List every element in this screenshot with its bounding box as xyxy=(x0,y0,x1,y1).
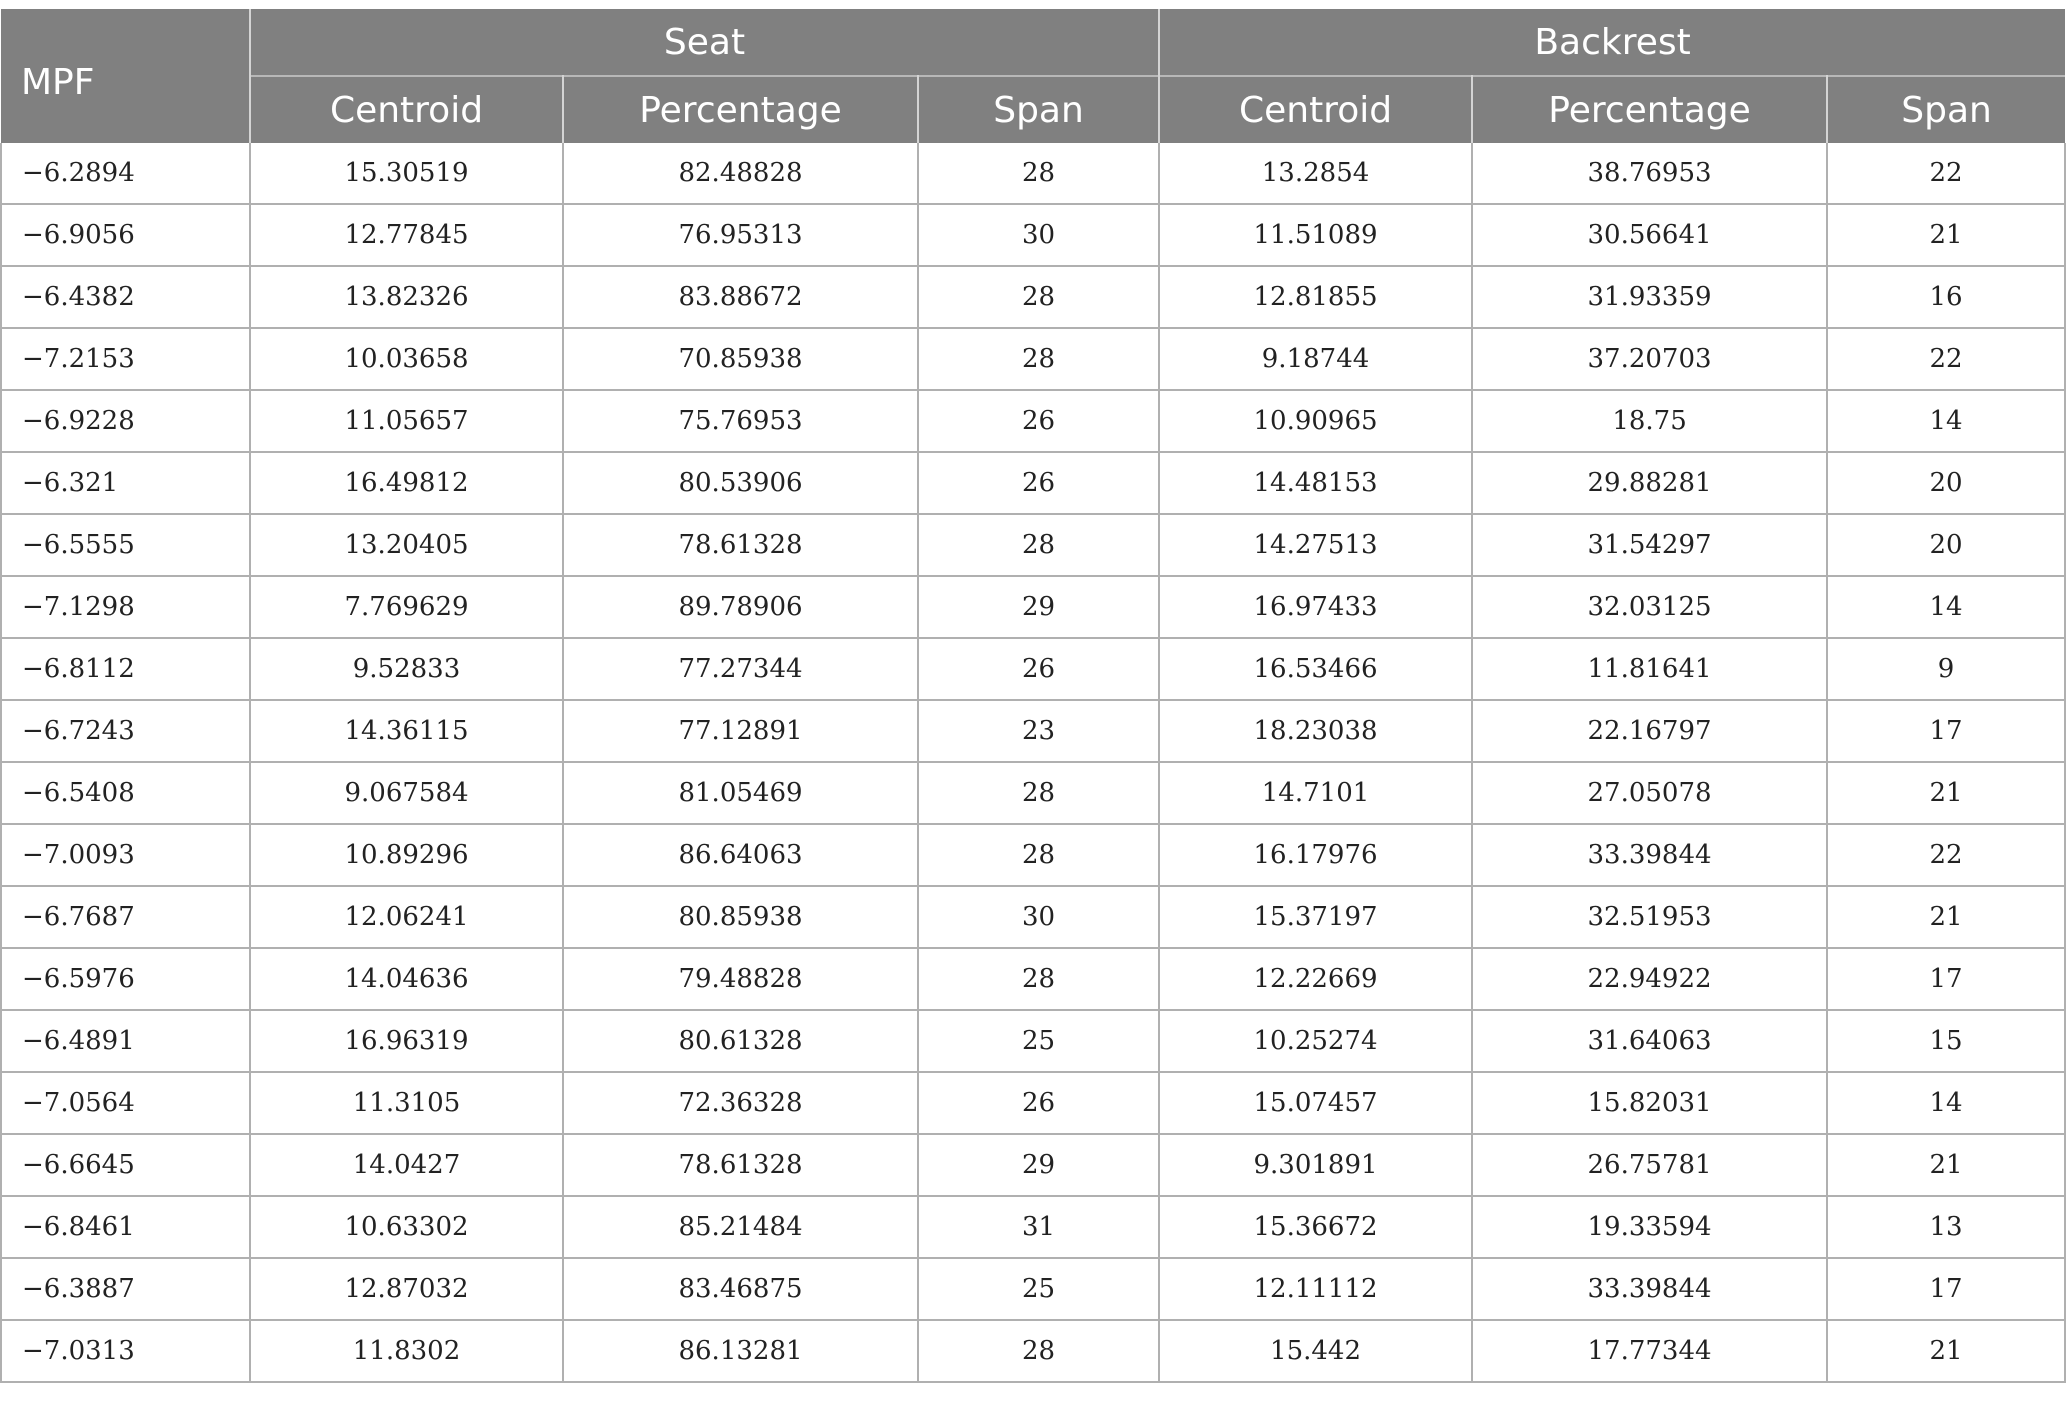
table-row xyxy=(1,390,2065,452)
cell-seat-centroid: 11.8302 xyxy=(250,1320,563,1382)
cell-backrest-percentage: 18.75 xyxy=(1472,390,1827,452)
cell-seat-percentage: 75.76953 xyxy=(563,390,918,452)
cell-backrest-percentage: 33.39844 xyxy=(1472,824,1827,886)
header-row-groups xyxy=(1,9,2065,76)
table-row xyxy=(1,1320,2065,1382)
cell-backrest-percentage: 29.88281 xyxy=(1472,452,1827,514)
cell-seat-span: 26 xyxy=(918,1072,1159,1134)
cell-seat-span: 31 xyxy=(918,1196,1159,1258)
cell-backrest-percentage: 27.05078 xyxy=(1472,762,1827,824)
cell-backrest-percentage: 31.93359 xyxy=(1472,266,1827,328)
cell-seat-centroid: 14.04636 xyxy=(250,948,563,1010)
cell-seat-span: 29 xyxy=(918,576,1159,638)
cell-backrest-centroid: 14.7101 xyxy=(1159,762,1472,824)
cell-seat-span: 28 xyxy=(918,948,1159,1010)
cell-seat-span: 29 xyxy=(918,1134,1159,1196)
cell-seat-percentage: 83.88672 xyxy=(563,266,918,328)
cell-backrest-span: 17 xyxy=(1827,948,2065,1010)
cell-seat-percentage: 81.05469 xyxy=(563,762,918,824)
cell-backrest-span: 21 xyxy=(1827,1134,2065,1196)
cell-backrest-centroid: 14.27513 xyxy=(1159,514,1472,576)
cell-backrest-percentage: 30.56641 xyxy=(1472,204,1827,266)
header-group-backrest: Backrest xyxy=(1159,9,2065,76)
cell-seat-percentage: 85.21484 xyxy=(563,1196,918,1258)
cell-seat-percentage: 82.48828 xyxy=(563,143,918,204)
cell-backrest-span: 16 xyxy=(1827,266,2065,328)
cell-backrest-span: 21 xyxy=(1827,204,2065,266)
cell-mpf: −6.9228 xyxy=(1,390,250,452)
cell-mpf: −6.8112 xyxy=(1,638,250,700)
cell-backrest-percentage: 31.54297 xyxy=(1472,514,1827,576)
cell-backrest-span: 14 xyxy=(1827,576,2065,638)
header-backrest-percentage: Percentage xyxy=(1472,76,1827,143)
header-group-seat: Seat xyxy=(250,9,1159,76)
cell-backrest-centroid: 9.18744 xyxy=(1159,328,1472,390)
cell-seat-percentage: 80.53906 xyxy=(563,452,918,514)
data-table xyxy=(0,9,2066,1383)
cell-backrest-span: 21 xyxy=(1827,762,2065,824)
table-row xyxy=(1,1196,2065,1258)
table-row xyxy=(1,638,2065,700)
cell-backrest-span: 20 xyxy=(1827,452,2065,514)
header-backrest-span: Span xyxy=(1827,76,2065,143)
cell-backrest-centroid: 16.53466 xyxy=(1159,638,1472,700)
cell-seat-centroid: 9.067584 xyxy=(250,762,563,824)
table-row xyxy=(1,204,2065,266)
table-row xyxy=(1,514,2065,576)
cell-backrest-percentage: 22.16797 xyxy=(1472,700,1827,762)
cell-seat-centroid: 15.30519 xyxy=(250,143,563,204)
table-body xyxy=(1,143,2065,1382)
cell-seat-centroid: 13.20405 xyxy=(250,514,563,576)
cell-seat-span: 28 xyxy=(918,143,1159,204)
cell-backrest-span: 21 xyxy=(1827,1320,2065,1382)
cell-backrest-centroid: 16.97433 xyxy=(1159,576,1472,638)
cell-mpf: −6.321 xyxy=(1,452,250,514)
cell-seat-centroid: 14.36115 xyxy=(250,700,563,762)
table-row xyxy=(1,328,2065,390)
cell-backrest-centroid: 9.301891 xyxy=(1159,1134,1472,1196)
cell-mpf: −6.5976 xyxy=(1,948,250,1010)
cell-seat-percentage: 79.48828 xyxy=(563,948,918,1010)
cell-mpf: −7.2153 xyxy=(1,328,250,390)
cell-seat-centroid: 10.63302 xyxy=(250,1196,563,1258)
table-row xyxy=(1,824,2065,886)
cell-backrest-span: 21 xyxy=(1827,886,2065,948)
cell-seat-span: 26 xyxy=(918,390,1159,452)
cell-backrest-percentage: 19.33594 xyxy=(1472,1196,1827,1258)
cell-seat-span: 30 xyxy=(918,886,1159,948)
cell-seat-span: 28 xyxy=(918,824,1159,886)
cell-backrest-span: 14 xyxy=(1827,1072,2065,1134)
table-row xyxy=(1,886,2065,948)
table-row xyxy=(1,948,2065,1010)
cell-seat-span: 28 xyxy=(918,266,1159,328)
cell-seat-centroid: 12.77845 xyxy=(250,204,563,266)
cell-seat-percentage: 77.12891 xyxy=(563,700,918,762)
table-row xyxy=(1,700,2065,762)
cell-backrest-span: 9 xyxy=(1827,638,2065,700)
cell-seat-span: 28 xyxy=(918,328,1159,390)
cell-backrest-centroid: 15.07457 xyxy=(1159,1072,1472,1134)
cell-seat-centroid: 7.769629 xyxy=(250,576,563,638)
cell-backrest-span: 14 xyxy=(1827,390,2065,452)
cell-backrest-centroid: 12.22669 xyxy=(1159,948,1472,1010)
cell-seat-percentage: 80.61328 xyxy=(563,1010,918,1072)
table-row xyxy=(1,1010,2065,1072)
cell-backrest-percentage: 32.51953 xyxy=(1472,886,1827,948)
cell-backrest-percentage: 37.20703 xyxy=(1472,328,1827,390)
table-row xyxy=(1,452,2065,514)
cell-backrest-span: 20 xyxy=(1827,514,2065,576)
cell-seat-percentage: 78.61328 xyxy=(563,1134,918,1196)
cell-backrest-span: 17 xyxy=(1827,700,2065,762)
cell-seat-percentage: 72.36328 xyxy=(563,1072,918,1134)
cell-seat-percentage: 76.95313 xyxy=(563,204,918,266)
header-seat-percentage: Percentage xyxy=(563,76,918,143)
cell-seat-percentage: 70.85938 xyxy=(563,328,918,390)
cell-seat-span: 28 xyxy=(918,1320,1159,1382)
cell-mpf: −7.1298 xyxy=(1,576,250,638)
cell-seat-percentage: 86.13281 xyxy=(563,1320,918,1382)
cell-mpf: −7.0564 xyxy=(1,1072,250,1134)
cell-backrest-percentage: 15.82031 xyxy=(1472,1072,1827,1134)
cell-backrest-centroid: 14.48153 xyxy=(1159,452,1472,514)
cell-backrest-centroid: 11.51089 xyxy=(1159,204,1472,266)
cell-seat-centroid: 12.06241 xyxy=(250,886,563,948)
cell-seat-span: 30 xyxy=(918,204,1159,266)
cell-backrest-span: 22 xyxy=(1827,824,2065,886)
cell-mpf: −6.2894 xyxy=(1,143,250,204)
cell-mpf: −6.4382 xyxy=(1,266,250,328)
cell-seat-centroid: 13.82326 xyxy=(250,266,563,328)
cell-seat-centroid: 10.03658 xyxy=(250,328,563,390)
cell-backrest-centroid: 12.11112 xyxy=(1159,1258,1472,1320)
cell-mpf: −6.3887 xyxy=(1,1258,250,1320)
cell-mpf: −6.6645 xyxy=(1,1134,250,1196)
cell-mpf: −7.0093 xyxy=(1,824,250,886)
cell-seat-percentage: 86.64063 xyxy=(563,824,918,886)
cell-seat-percentage: 78.61328 xyxy=(563,514,918,576)
cell-backrest-centroid: 18.23038 xyxy=(1159,700,1472,762)
cell-backrest-centroid: 10.25274 xyxy=(1159,1010,1472,1072)
cell-backrest-span: 15 xyxy=(1827,1010,2065,1072)
cell-seat-centroid: 16.49812 xyxy=(250,452,563,514)
cell-mpf: −6.8461 xyxy=(1,1196,250,1258)
cell-seat-span: 25 xyxy=(918,1010,1159,1072)
cell-mpf: −6.5555 xyxy=(1,514,250,576)
cell-seat-centroid: 14.0427 xyxy=(250,1134,563,1196)
cell-backrest-percentage: 31.64063 xyxy=(1472,1010,1827,1072)
table-row xyxy=(1,1258,2065,1320)
cell-backrest-span: 22 xyxy=(1827,143,2065,204)
table-row xyxy=(1,143,2065,204)
cell-backrest-centroid: 16.17976 xyxy=(1159,824,1472,886)
table-row xyxy=(1,1072,2065,1134)
header-backrest-centroid: Centroid xyxy=(1159,76,1472,143)
cell-mpf: −6.4891 xyxy=(1,1010,250,1072)
cell-seat-percentage: 80.85938 xyxy=(563,886,918,948)
cell-seat-span: 26 xyxy=(918,452,1159,514)
cell-backrest-centroid: 12.81855 xyxy=(1159,266,1472,328)
table-row xyxy=(1,266,2065,328)
header-mpf: MPF xyxy=(1,9,250,143)
cell-seat-span: 25 xyxy=(918,1258,1159,1320)
cell-backrest-centroid: 10.90965 xyxy=(1159,390,1472,452)
data-table-container xyxy=(0,9,2064,1383)
cell-backrest-centroid: 13.2854 xyxy=(1159,143,1472,204)
header-seat-span: Span xyxy=(918,76,1159,143)
cell-backrest-percentage: 33.39844 xyxy=(1472,1258,1827,1320)
cell-seat-centroid: 11.3105 xyxy=(250,1072,563,1134)
cell-seat-centroid: 11.05657 xyxy=(250,390,563,452)
cell-seat-span: 23 xyxy=(918,700,1159,762)
cell-seat-percentage: 77.27344 xyxy=(563,638,918,700)
cell-mpf: −6.5408 xyxy=(1,762,250,824)
cell-seat-span: 28 xyxy=(918,514,1159,576)
cell-seat-centroid: 9.52833 xyxy=(250,638,563,700)
cell-backrest-centroid: 15.442 xyxy=(1159,1320,1472,1382)
cell-mpf: −7.0313 xyxy=(1,1320,250,1382)
cell-backrest-percentage: 38.76953 xyxy=(1472,143,1827,204)
cell-mpf: −6.7687 xyxy=(1,886,250,948)
cell-backrest-span: 22 xyxy=(1827,328,2065,390)
cell-mpf: −6.7243 xyxy=(1,700,250,762)
cell-seat-span: 26 xyxy=(918,638,1159,700)
cell-seat-span: 28 xyxy=(918,762,1159,824)
header-seat-centroid: Centroid xyxy=(250,76,563,143)
cell-backrest-centroid: 15.37197 xyxy=(1159,886,1472,948)
cell-backrest-percentage: 11.81641 xyxy=(1472,638,1827,700)
cell-backrest-percentage: 17.77344 xyxy=(1472,1320,1827,1382)
cell-seat-percentage: 89.78906 xyxy=(563,576,918,638)
cell-seat-centroid: 16.96319 xyxy=(250,1010,563,1072)
cell-mpf: −6.9056 xyxy=(1,204,250,266)
cell-backrest-percentage: 22.94922 xyxy=(1472,948,1827,1010)
cell-seat-centroid: 12.87032 xyxy=(250,1258,563,1320)
table-row xyxy=(1,1134,2065,1196)
header-row-subcolumns xyxy=(1,76,2065,143)
cell-backrest-span: 17 xyxy=(1827,1258,2065,1320)
table-row xyxy=(1,576,2065,638)
cell-seat-centroid: 10.89296 xyxy=(250,824,563,886)
cell-seat-percentage: 83.46875 xyxy=(563,1258,918,1320)
cell-backrest-centroid: 15.36672 xyxy=(1159,1196,1472,1258)
cell-backrest-span: 13 xyxy=(1827,1196,2065,1258)
cell-backrest-percentage: 32.03125 xyxy=(1472,576,1827,638)
table-header xyxy=(1,9,2065,143)
cell-backrest-percentage: 26.75781 xyxy=(1472,1134,1827,1196)
table-row xyxy=(1,762,2065,824)
